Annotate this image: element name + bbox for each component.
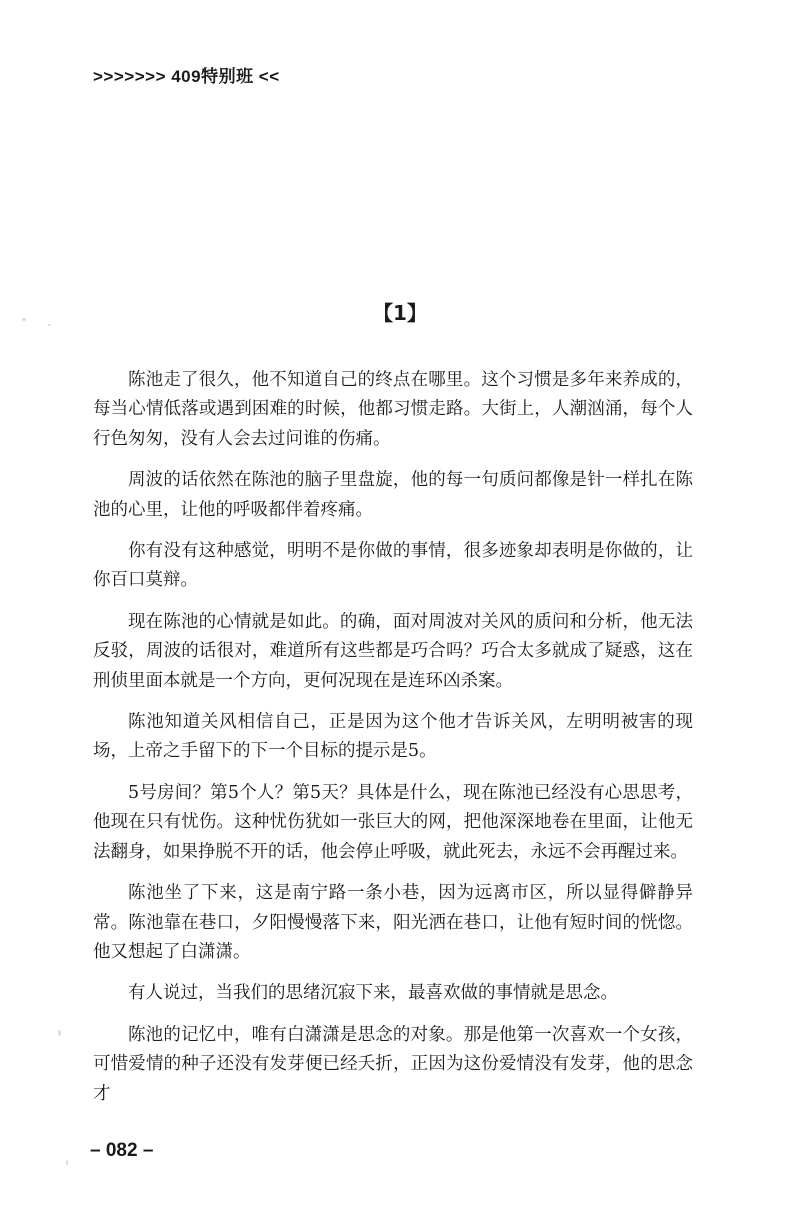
paragraph: 周波的话依然在陈池的脑子里盘旋，他的每一句质问都像是针一样扎在陈池的心里，让他的呼吸都伴着疼痛。 — [93, 470, 693, 520]
paragraph: 现在陈池的心情就是如此。的确，面对周波对关风的质问和分析，他无法反驳，周波的话很对，难道所有这些都是巧合吗？巧合太多就成了疑惑，这在刑侦里面本就是一个方向，更何况现在是连环凶杀案。 — [93, 611, 693, 691]
scan-speck — [22, 318, 26, 321]
running-header: >>>>>>> 409特别班 << — [93, 67, 280, 86]
paragraph: 有人说过，当我们的思绪沉寂下来，最喜欢做的事情就是思念。 — [128, 983, 618, 1004]
page-number: – 082 – — [90, 1140, 154, 1161]
scan-speck — [58, 1030, 61, 1036]
paragraph: 陈池知道关风相信自己，正是因为这个他才告诉关风，左明明被害的现场，上帝之手留下的下一个目标的提示是5。 — [93, 712, 693, 762]
scan-speck — [48, 324, 51, 326]
scan-speck — [66, 1160, 68, 1165]
paragraph: 陈池的记忆中，唯有白潇潇是思念的对象。那是他第一次喜欢一个女孩，可惜爱情的种子还没有发芽便已经夭折，正因为这份爱情没有发芽，他的思念才 — [93, 1024, 693, 1104]
paragraph: 陈池走了很久，他不知道自己的终点在哪里。这个习惯是多年来养成的，每当心情低落或遇到困难的时候，他都习惯走路。大街上，人潮汹涌，每个人行色匆匆，没有人会去过问谁的伤痛。 — [93, 370, 693, 449]
body-text — [93, 366, 693, 1121]
chapter-title: 【1】 — [373, 301, 427, 325]
paragraph: 陈池坐了下来，这是南宁路一条小巷，因为远离市区，所以显得僻静异常。陈池靠在巷口，夕阳慢慢落下来，阳光洒在巷口，让他有短时间的恍惚。他又想起了白潇潇。 — [93, 883, 693, 962]
paragraph: 5号房间？第5个人？第5天？具体是什么，现在陈池已经没有心思思考，他现在只有忧伤。这种忧伤犹如一张巨大的网，把他深深地卷在里面，让他无法翻身，如果挣脱不开的话，他会停止呼吸，就此死去，永远不会再醒过来。 — [93, 782, 693, 862]
paragraph: 你有没有这种感觉，明明不是你做的事情，很多迹象却表明是你做的，让你百口莫辩。 — [93, 541, 693, 591]
